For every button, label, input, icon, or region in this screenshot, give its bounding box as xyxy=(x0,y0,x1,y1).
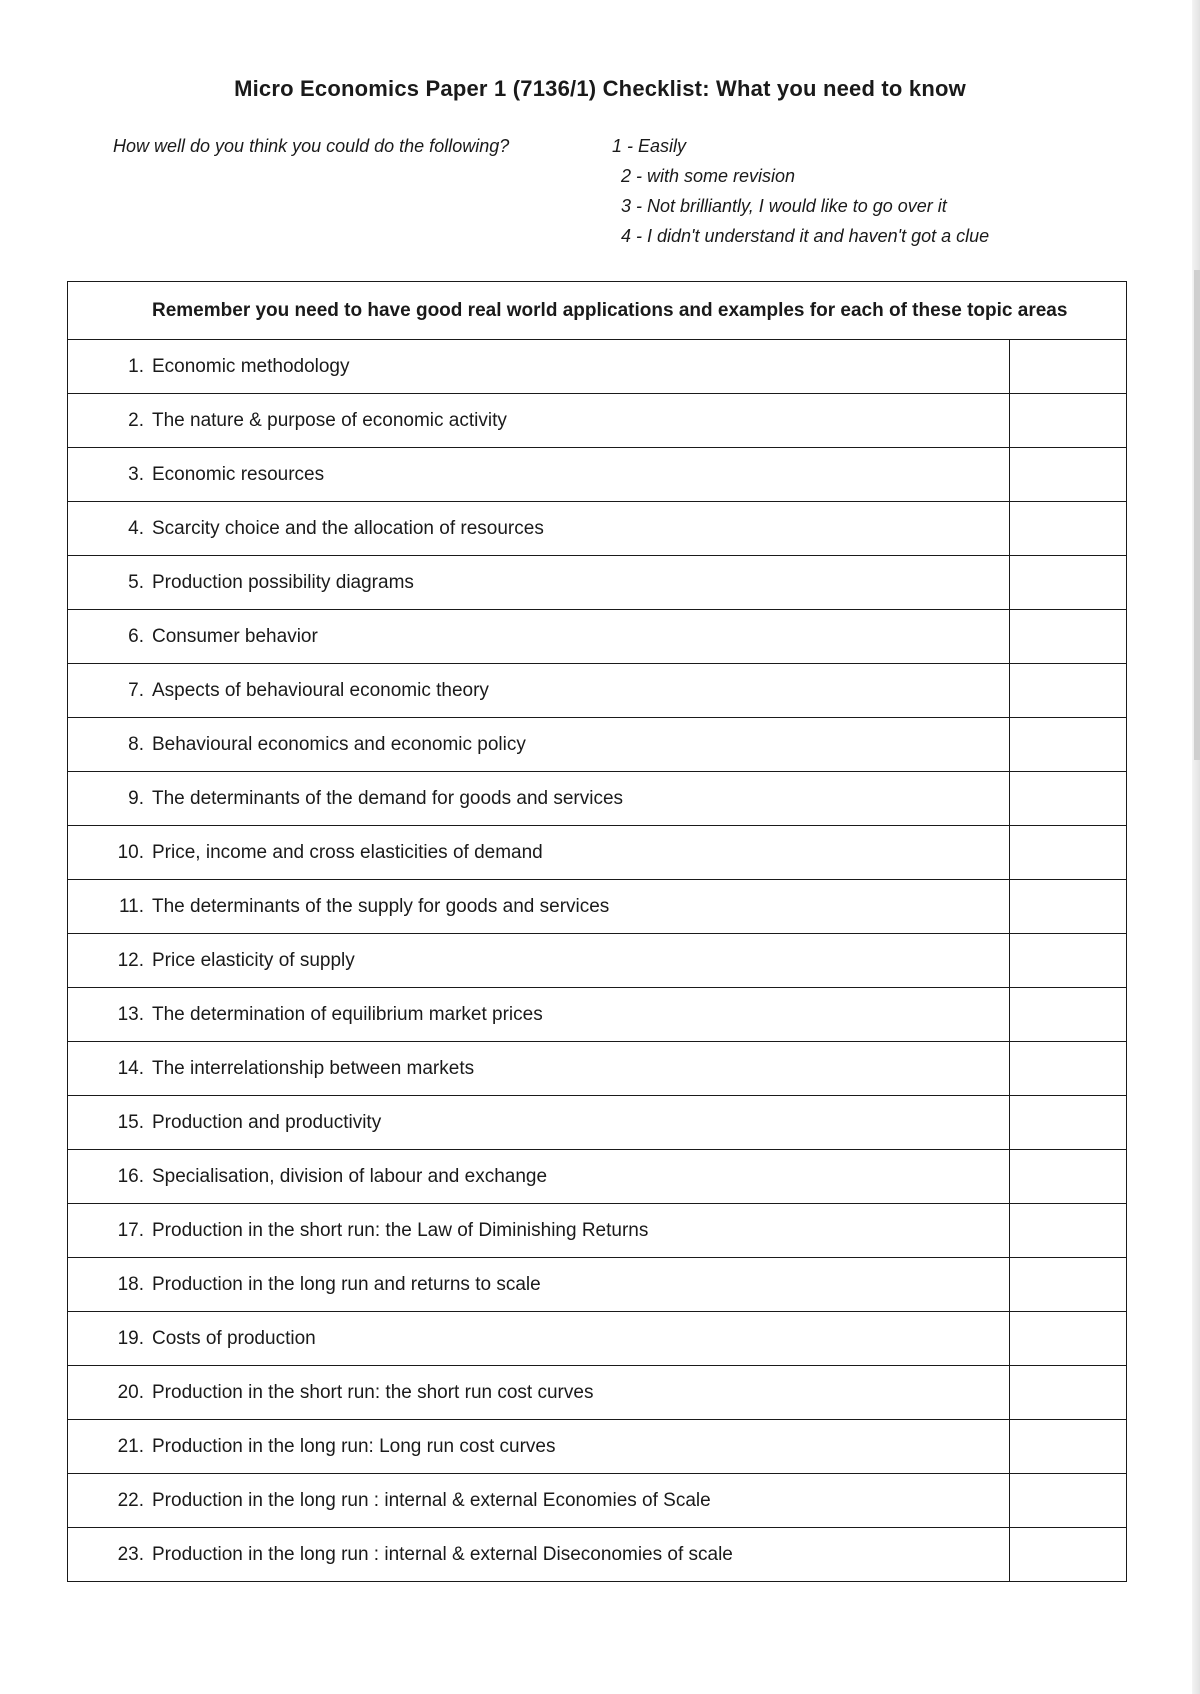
topic-cell xyxy=(68,718,1010,772)
rating-scale-item-3: 3 - Not brilliantly, I would like to go over it xyxy=(621,196,947,216)
topic-cell xyxy=(68,1042,1010,1096)
topic-number: 22. xyxy=(117,1489,144,1511)
rating-input-cell[interactable] xyxy=(1010,1258,1127,1312)
checklist-header: Remember you need to have good real world applications and examples for each of these topic areas xyxy=(68,282,1127,340)
topic-label: The determinants of the demand for goods and services xyxy=(152,787,624,809)
topic-number: 13. xyxy=(117,1003,144,1025)
rating-scale-item-1: 1 - Easily xyxy=(612,136,687,156)
table-row xyxy=(68,934,1127,988)
page-title: Micro Economics Paper 1 (7136/1) Checklist: What you need to know xyxy=(234,76,966,101)
table-row xyxy=(68,718,1127,772)
table-row xyxy=(68,664,1127,718)
topic-cell xyxy=(68,1150,1010,1204)
rating-input-cell[interactable] xyxy=(1010,1420,1127,1474)
topic-label: Scarcity choice and the allocation of resources xyxy=(152,517,544,539)
table-row xyxy=(68,880,1127,934)
topic-cell xyxy=(68,1474,1010,1528)
topic-cell xyxy=(68,1528,1010,1582)
topic-cell xyxy=(68,1096,1010,1150)
table-row xyxy=(68,1204,1127,1258)
table-row xyxy=(68,556,1127,610)
table-row xyxy=(68,988,1127,1042)
topic-label: The nature & purpose of economic activity xyxy=(152,409,507,431)
topic-label: Consumer behavior xyxy=(152,625,318,647)
rating-input-cell[interactable] xyxy=(1010,664,1127,718)
topic-number: 20. xyxy=(117,1381,144,1403)
topic-number: 18. xyxy=(117,1273,144,1295)
table-row xyxy=(68,502,1127,556)
topic-number: 3. xyxy=(128,463,144,485)
topic-number: 5. xyxy=(128,571,144,593)
topic-number: 19. xyxy=(117,1327,144,1349)
topic-number: 7. xyxy=(128,679,144,701)
rating-input-cell[interactable] xyxy=(1010,502,1127,556)
topic-label: Price, income and cross elasticities of demand xyxy=(152,841,543,863)
topic-number: 23. xyxy=(117,1543,144,1565)
topic-number: 15. xyxy=(117,1111,144,1133)
checklist-header-row xyxy=(68,282,1127,340)
topic-number: 9. xyxy=(128,787,144,809)
topic-cell xyxy=(68,772,1010,826)
table-row xyxy=(68,1258,1127,1312)
table-row xyxy=(68,1528,1127,1582)
rating-input-cell[interactable] xyxy=(1010,1042,1127,1096)
rating-question: How well do you think you could do the following? xyxy=(113,136,510,156)
rating-scale-item-4: 4 - I didn't understand it and haven't got a clue xyxy=(621,226,990,246)
rating-input-cell[interactable] xyxy=(1010,1150,1127,1204)
rating-input-cell[interactable] xyxy=(1010,880,1127,934)
table-row xyxy=(68,826,1127,880)
topic-cell xyxy=(68,394,1010,448)
rating-input-cell[interactable] xyxy=(1010,340,1127,394)
topic-cell xyxy=(68,1258,1010,1312)
topic-label: Production and productivity xyxy=(152,1111,382,1133)
topic-number: 10. xyxy=(117,841,144,863)
table-row xyxy=(68,1312,1127,1366)
topic-label: Production in the long run : internal & external Diseconomies of scale xyxy=(152,1543,733,1565)
table-row xyxy=(68,1150,1127,1204)
rating-input-cell[interactable] xyxy=(1010,610,1127,664)
topic-label: Economic resources xyxy=(152,463,325,485)
topic-label: Production in the short run: the Law of Diminishing Returns xyxy=(152,1219,649,1241)
table-row xyxy=(68,1096,1127,1150)
topic-number: 11. xyxy=(118,895,144,917)
table-row xyxy=(68,1042,1127,1096)
topic-number: 6. xyxy=(128,625,144,647)
topic-cell xyxy=(68,448,1010,502)
topic-label: The determinants of the supply for goods and services xyxy=(152,895,610,917)
table-row xyxy=(68,1420,1127,1474)
topic-number: 8. xyxy=(128,733,144,755)
topic-checklist-table xyxy=(67,281,1127,1582)
rating-scale-item-2: 2 - with some revision xyxy=(621,166,796,186)
topic-number: 12. xyxy=(117,949,144,971)
scrollbar-thumb[interactable] xyxy=(1194,270,1200,760)
topic-number: 16. xyxy=(117,1165,144,1187)
topic-cell xyxy=(68,1312,1010,1366)
table-row xyxy=(68,394,1127,448)
rating-input-cell[interactable] xyxy=(1010,1474,1127,1528)
rating-input-cell[interactable] xyxy=(1010,556,1127,610)
topic-cell xyxy=(68,880,1010,934)
rating-input-cell[interactable] xyxy=(1010,1096,1127,1150)
topic-cell xyxy=(68,610,1010,664)
table-row xyxy=(68,340,1127,394)
rating-input-cell[interactable] xyxy=(1010,826,1127,880)
rating-input-cell[interactable] xyxy=(1010,1366,1127,1420)
topic-cell xyxy=(68,1420,1010,1474)
topic-label: Costs of production xyxy=(152,1327,316,1349)
table-row xyxy=(68,772,1127,826)
topic-label: Production possibility diagrams xyxy=(152,571,414,593)
rating-scale xyxy=(612,136,989,256)
table-row xyxy=(68,448,1127,502)
rating-input-cell[interactable] xyxy=(1010,1312,1127,1366)
topic-label: Production in the short run: the short run cost curves xyxy=(152,1381,594,1403)
rating-input-cell[interactable] xyxy=(1010,988,1127,1042)
topic-number: 1. xyxy=(128,355,144,377)
topic-cell xyxy=(68,502,1010,556)
topic-cell xyxy=(68,664,1010,718)
rating-input-cell[interactable] xyxy=(1010,394,1127,448)
rating-input-cell[interactable] xyxy=(1010,772,1127,826)
topic-cell xyxy=(68,988,1010,1042)
topic-number: 21. xyxy=(117,1435,144,1457)
rating-input-cell[interactable] xyxy=(1010,934,1127,988)
topic-label: Economic methodology xyxy=(152,355,350,377)
topic-number: 17. xyxy=(117,1219,144,1241)
rating-input-cell[interactable] xyxy=(1010,1528,1127,1582)
topic-number: 14. xyxy=(117,1057,144,1079)
table-row xyxy=(68,1366,1127,1420)
topic-cell xyxy=(68,340,1010,394)
topic-label: Production in the long run and returns to scale xyxy=(152,1273,541,1295)
topic-label: The interrelationship between markets xyxy=(152,1057,475,1079)
rating-input-cell[interactable] xyxy=(1010,1204,1127,1258)
page-edge xyxy=(1192,0,1200,1694)
rating-input-cell[interactable] xyxy=(1010,718,1127,772)
topic-label: Behavioural economics and economic policy xyxy=(152,733,526,755)
table-row xyxy=(68,1474,1127,1528)
topic-label: Specialisation, division of labour and exchange xyxy=(152,1165,548,1187)
topic-label: Production in the long run : internal & external Economies of Scale xyxy=(152,1489,711,1511)
topic-cell xyxy=(68,1204,1010,1258)
topic-label: Price elasticity of supply xyxy=(152,949,355,971)
topic-cell xyxy=(68,556,1010,610)
topic-number: 2. xyxy=(128,409,144,431)
topic-label: Production in the long run: Long run cost curves xyxy=(152,1435,556,1457)
topic-cell xyxy=(68,934,1010,988)
topic-cell xyxy=(68,1366,1010,1420)
topic-cell xyxy=(68,826,1010,880)
rating-input-cell[interactable] xyxy=(1010,448,1127,502)
topic-label: The determination of equilibrium market prices xyxy=(152,1003,543,1025)
topic-number: 4. xyxy=(128,517,144,539)
topic-label: Aspects of behavioural economic theory xyxy=(152,679,489,701)
table-row xyxy=(68,610,1127,664)
